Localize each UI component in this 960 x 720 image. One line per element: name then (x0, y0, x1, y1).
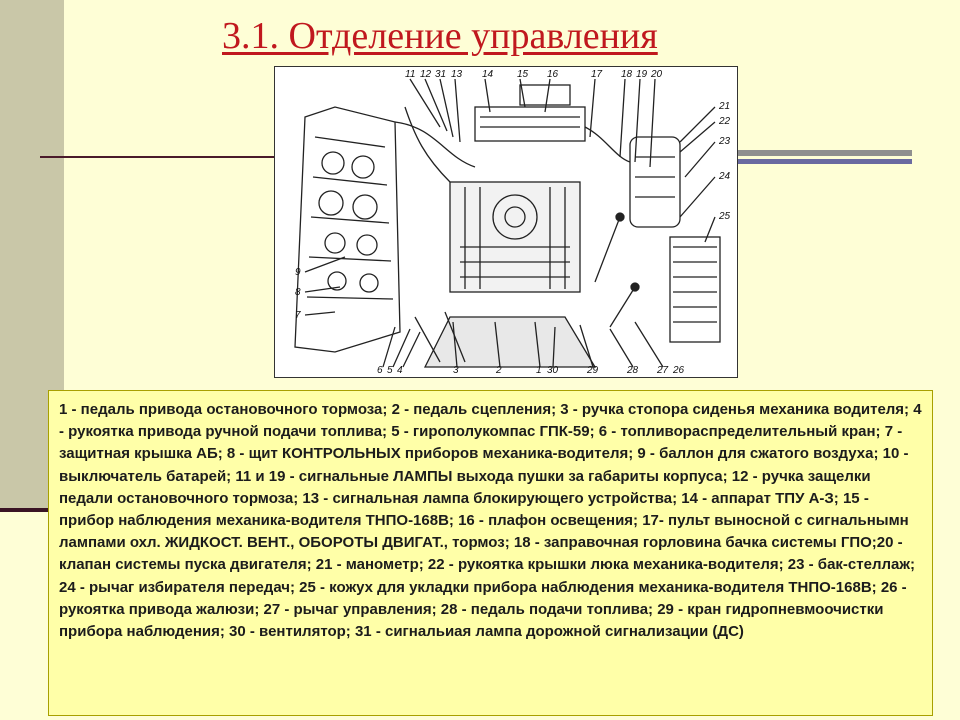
control-compartment-diagram (274, 66, 738, 378)
callout-number: 3 (453, 365, 459, 376)
callout-number: 17 (591, 69, 603, 80)
callout-number: 26 (673, 365, 685, 376)
callout-number: 25 (719, 211, 731, 222)
title-rule-right (738, 150, 912, 164)
callout-number: 2 (496, 365, 502, 376)
callout-number: 12 (420, 69, 432, 80)
callout-number: 19 (636, 69, 648, 80)
callout-number: 5 (387, 365, 393, 376)
callout-number: 8 (295, 287, 301, 298)
callout-number: 15 (517, 69, 529, 80)
callout-number: 27 (657, 365, 669, 376)
callout-number: 20 (651, 69, 663, 80)
callout-number: 22 (719, 116, 731, 127)
title-rule-left (40, 156, 280, 158)
callout-number: 14 (482, 69, 494, 80)
callout-number: 13 (451, 69, 463, 80)
callout-number: 1 (536, 365, 542, 376)
callout-number: 18 (621, 69, 633, 80)
callout-number: 29 (587, 365, 599, 376)
callout-number: 11 (405, 69, 416, 80)
legend-text: 1 - педаль привода остановочного тормоза; 2 - педаль сцепления; 3 - ручка стопора сиденья механика водителя; 4 - рукоятка привода ручной подачи топлива; 5 - гирополукомпас ГПК-59; 6 - топливораспределительный кран; 7 - защитная крышка АБ; 8 - щит КОНТРОЛЬНЫХ приборов механика-водителя; 9 - баллон для сжатого воздуха; 10 - выключатель батарей; 11 и 19 - сигнальные ЛАМПЫ выхода пушки за габариты корпуса; 12 - ручка защелки педали остановочного тормоза; 13 - сигнальная лампа блокирующего устройства; 14 - аппарат ТПУ А-З; 15 - прибор наблюдения механика-водителя ТНПО-168В; 16 - плафон освещения; 17- пульт выносной с сигнальнымн лампами охл. ЖИДКОСТ. ВЕНТ., ОБОРОТЫ ДВИГАТ., тормоз; 18 - заправочная горловина бачка системы ГПО;20 - клапан системы пуска двигателя; 21 - манометр; 22 - рукоятка крышки люка механика-водителя; 23 - бак-стеллаж; 24 - рычаг избирателя передач; 25 - кожух для укладки прибора наблюдения механика-водителя ТНПО-168В; 26 - рукоятка привода жалюзи; 27 - рычаг управления; 28 - педаль подачи топлива; 29 - кран гидропневмоочистки прибора наблюдения; 30 - вентилятор; 31 - сигнальиая лампа дорожной сигнализации (ДС) (59, 401, 922, 641)
callout-number: 21 (719, 101, 731, 112)
callout-number: 9 (295, 267, 301, 278)
callout-number: 28 (627, 365, 639, 376)
callout-number: 23 (719, 136, 731, 147)
callout-number: 24 (719, 171, 731, 182)
legend-caption (48, 390, 933, 716)
callout-number: 7 (295, 310, 301, 321)
bottom-rule-left (0, 508, 52, 512)
callout-number: 30 (547, 365, 559, 376)
callout-number: 4 (397, 365, 403, 376)
callout-number: 16 (547, 69, 559, 80)
callout-number: 31 (435, 69, 447, 80)
callout-number: 6 (377, 365, 383, 376)
slide-title: 3.1. Отделение управления (222, 15, 658, 57)
